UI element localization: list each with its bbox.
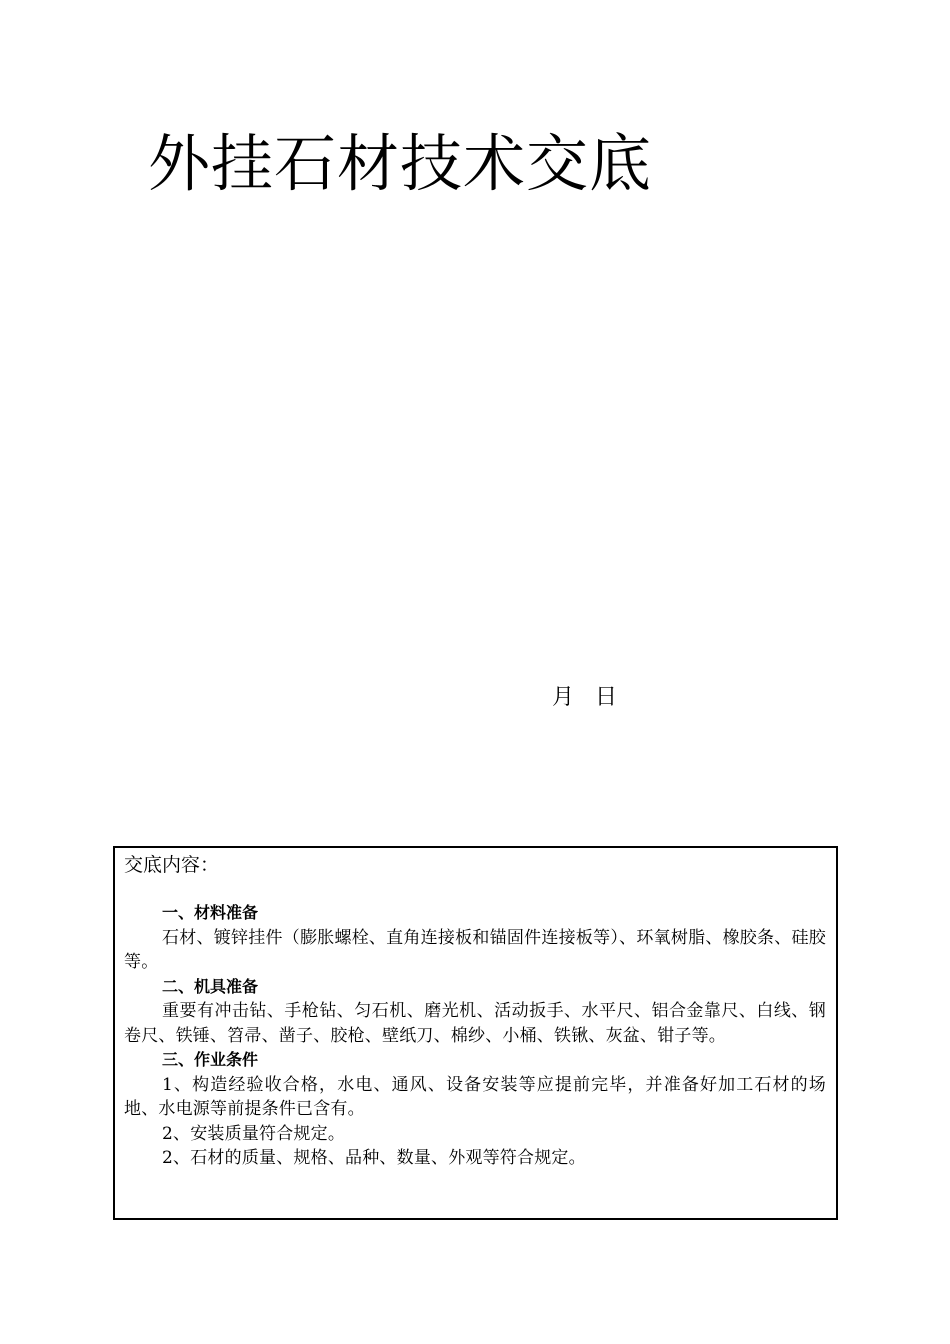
content-box [113, 846, 838, 1220]
date-label: 月 日 [552, 685, 617, 710]
content-body [124, 901, 826, 1171]
content-heading: 交底内容： [124, 854, 220, 876]
section-title-materials: 一、材料准备 [162, 903, 259, 922]
section-paragraph: 2、安装质量符合规定。 [162, 1123, 346, 1144]
section-paragraph: 1、构造经验收合格，水电、通风、设备安装等应提前完毕，并准备好加工石材的场地、水电源等前提条件已含有。 [124, 1074, 826, 1119]
section-title-conditions: 三、作业条件 [162, 1050, 259, 1069]
section-paragraph: 2、石材的质量、规格、品种、数量、外观等符合规定。 [162, 1148, 586, 1168]
section-paragraph: 石材、镀锌挂件（膨胀螺栓、直角连接板和锚固件连接板等）、环氧树脂、橡胶条、硅胶等。 [124, 927, 826, 972]
section-title-tools: 二、机具准备 [162, 976, 259, 996]
section-paragraph: 重要有冲击钻、手枪钻、匀石机、磨光机、活动扳手、水平尺、铝合金靠尺、白线、钢卷尺、铁锤、笤帚、凿子、胶枪、壁纸刀、棉纱、小桶、铁锹、灰盆、钳子等。 [124, 1001, 826, 1046]
document-title: 外挂石材技术交底 [148, 127, 653, 200]
